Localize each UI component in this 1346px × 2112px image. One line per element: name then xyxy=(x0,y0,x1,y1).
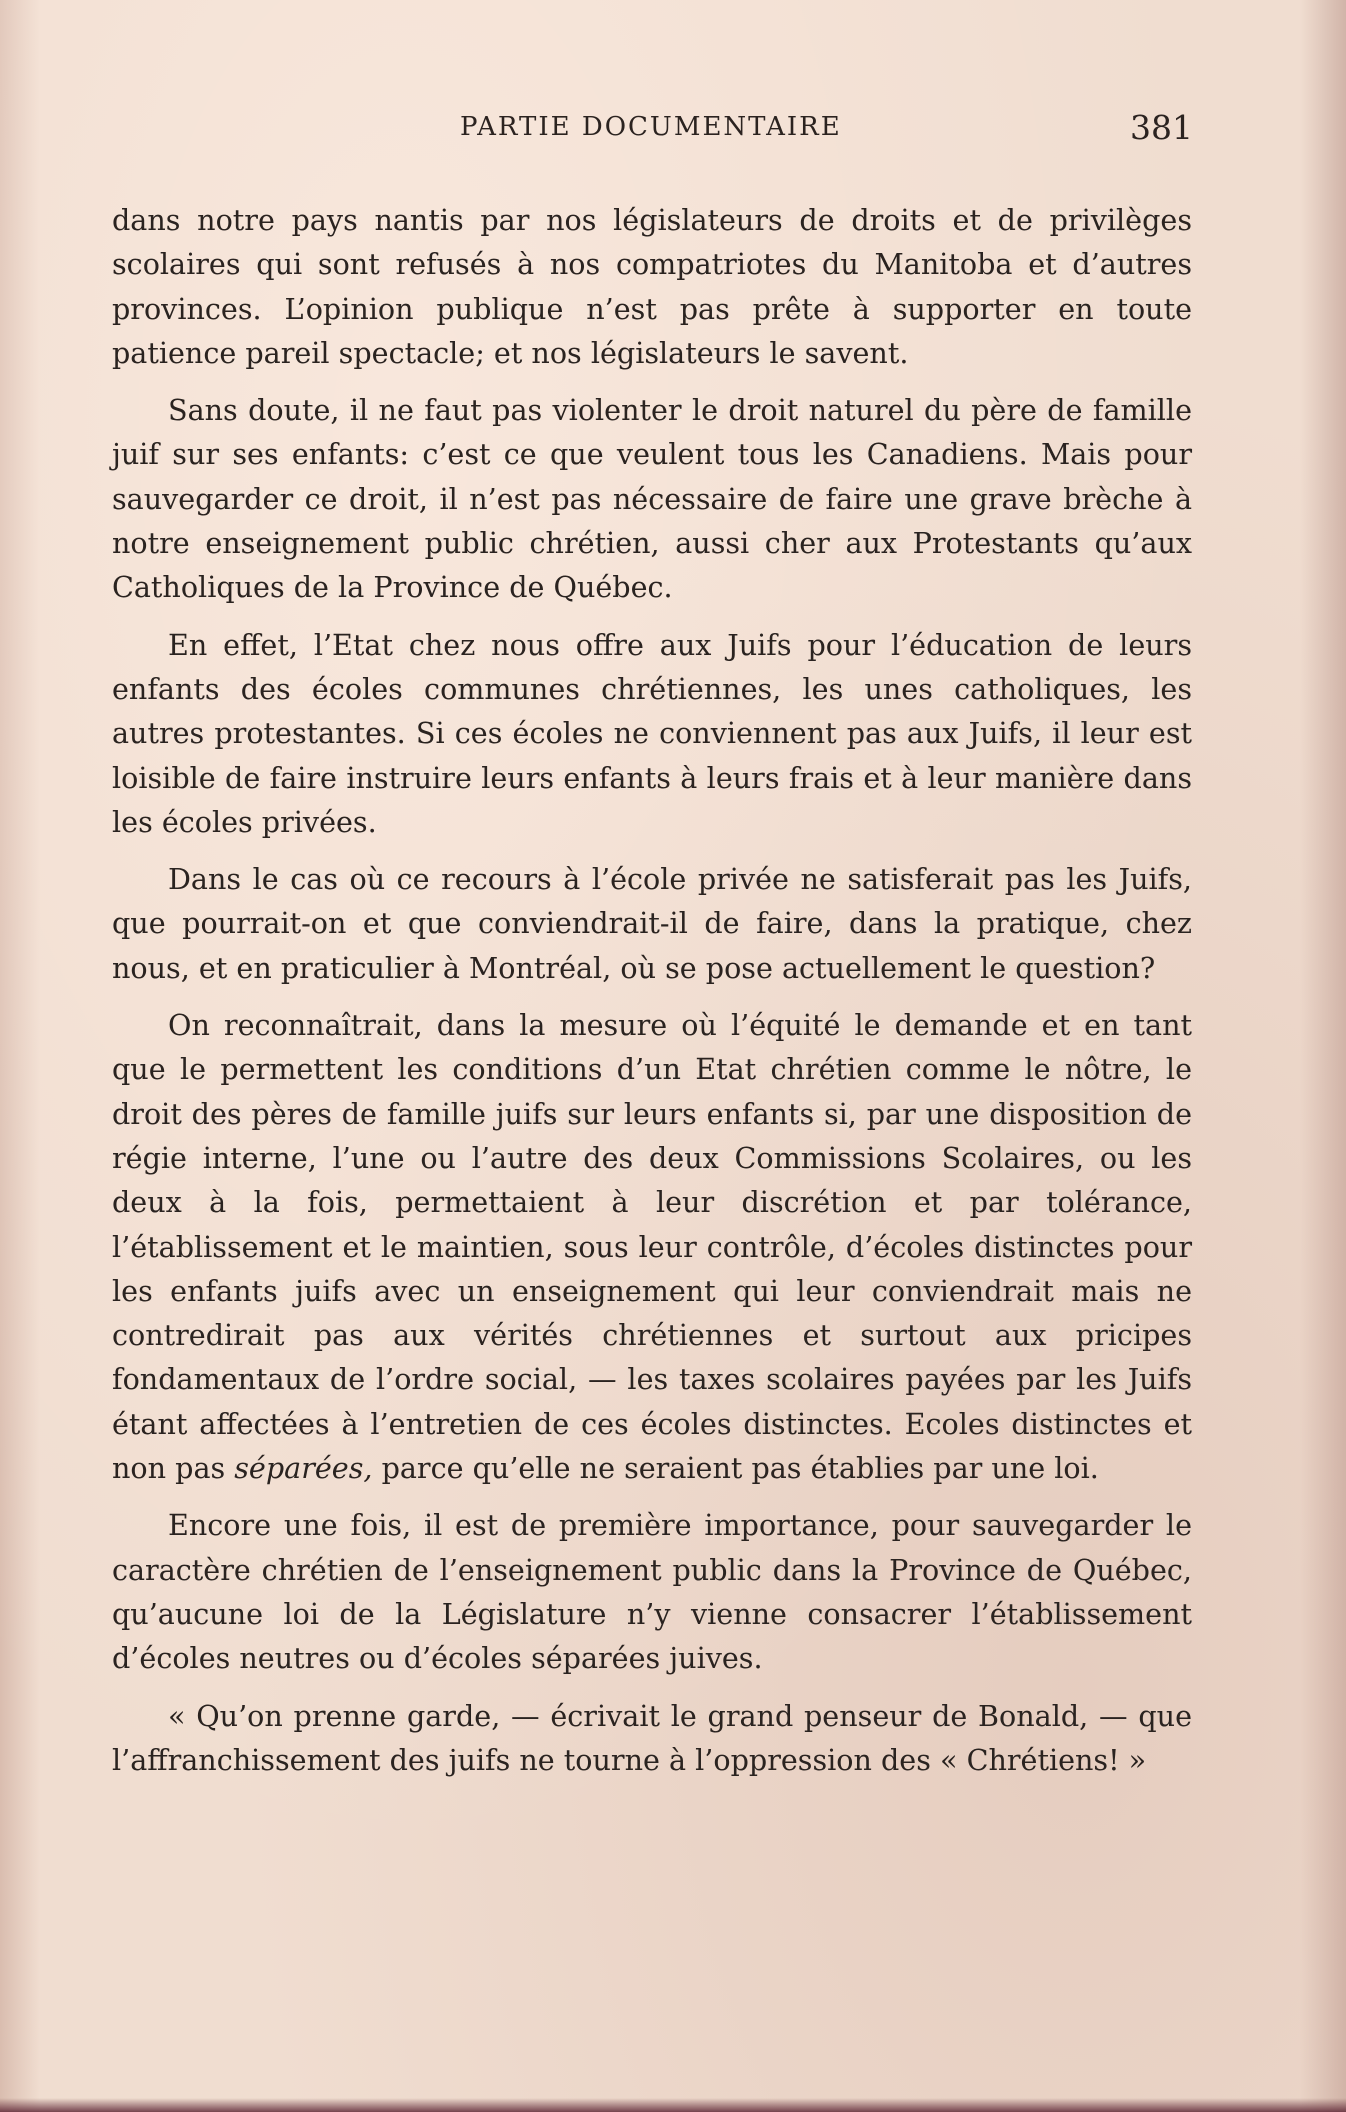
paragraph xyxy=(112,1003,1192,1490)
running-title: PARTIE DOCUMENTAIRE xyxy=(460,112,842,142)
paragraph: Sans doute, il ne faut pas violenter le droit naturel du père de famille juif sur ses enfants: c’est ce que veulent tous les Canadiens. Mais pour sauvegarder ce droit, il n’est pas nécessaire de faire une grave brèche à notre enseignement public chrétien, aussi cher aux Protestants qu’aux Catholiques de la Province de Québec. xyxy=(112,393,1192,605)
page-number: 381 xyxy=(1130,108,1193,147)
body-text xyxy=(112,198,1192,1795)
quotation-paragraph: « Qu’on prenne garde, — écrivait le grand penseur de Bonald, — que l’affranchissement des juifs ne tourne à l’oppression des « Chrétiens! » xyxy=(112,1698,1192,1777)
italic-term: séparées, xyxy=(234,1451,373,1486)
page-edge xyxy=(0,2098,1346,2112)
paragraph: Dans le cas où ce recours à l’école privée ne satisferait pas les Juifs, que pourrait-on et que conviendrait-il de faire, dans la pratique, chez nous, et en praticulier à Montréal, où se pose actuellement le question? xyxy=(112,862,1192,985)
paragraph: Encore une fois, il est de première importance, pour sauvegarder le caractère chrétien de l’enseignement public dans la Province de Québec, qu’aucune loi de la Législature n’y vienne consacrer l’établissement d’écoles neutres ou d’écoles séparées juives. xyxy=(112,1508,1192,1676)
paragraph-text: parce qu’elle ne seraient pas établies par une loi. xyxy=(372,1451,1099,1486)
paragraph-text: On reconnaîtrait, dans la mesure où l’équité le demande et en tant que le permettent les conditions d’un Etat chrétien comme le nôtre, le droit des pères de famille juifs sur leurs enfants si, par une disposition de régie interne, l’une ou l’autre des deux Commissions Scolaires, ou les deux à la fois, permettaient à leur discrétion et par tolérance, l’établissement et le maintien, sous leur contrôle, d’écoles distinctes pour les enfants juifs avec un enseignement qui leur conviendrait mais ne contredirait pas aux vérités chrétiennes et surtout aux pricipes fondamentaux de l’ordre social, — les taxes scolaires payées par les Juifs étant affectées à l’entretien de ces écoles distinctes. Ecoles distinctes et non pas xyxy=(112,1008,1192,1486)
paragraph-continued: dans notre pays nantis par nos législateurs de droits et de privilèges scolaires qui sont refusés à nos compatriotes du Manitoba et d’autres provinces. L’opinion publique n’est pas prête à supporter en toute patience pareil spectacle; et nos législateurs le savent. xyxy=(112,203,1192,370)
paragraph: En effet, l’Etat chez nous offre aux Juifs pour l’éducation de leurs enfants des écoles communes chrétiennes, les unes catholiques, les autres protestantes. Si ces écoles ne conviennent pas aux Juifs, il leur est loisible de faire instruire leurs enfants à leurs frais et à leur manière dans les écoles privées. xyxy=(112,627,1192,839)
